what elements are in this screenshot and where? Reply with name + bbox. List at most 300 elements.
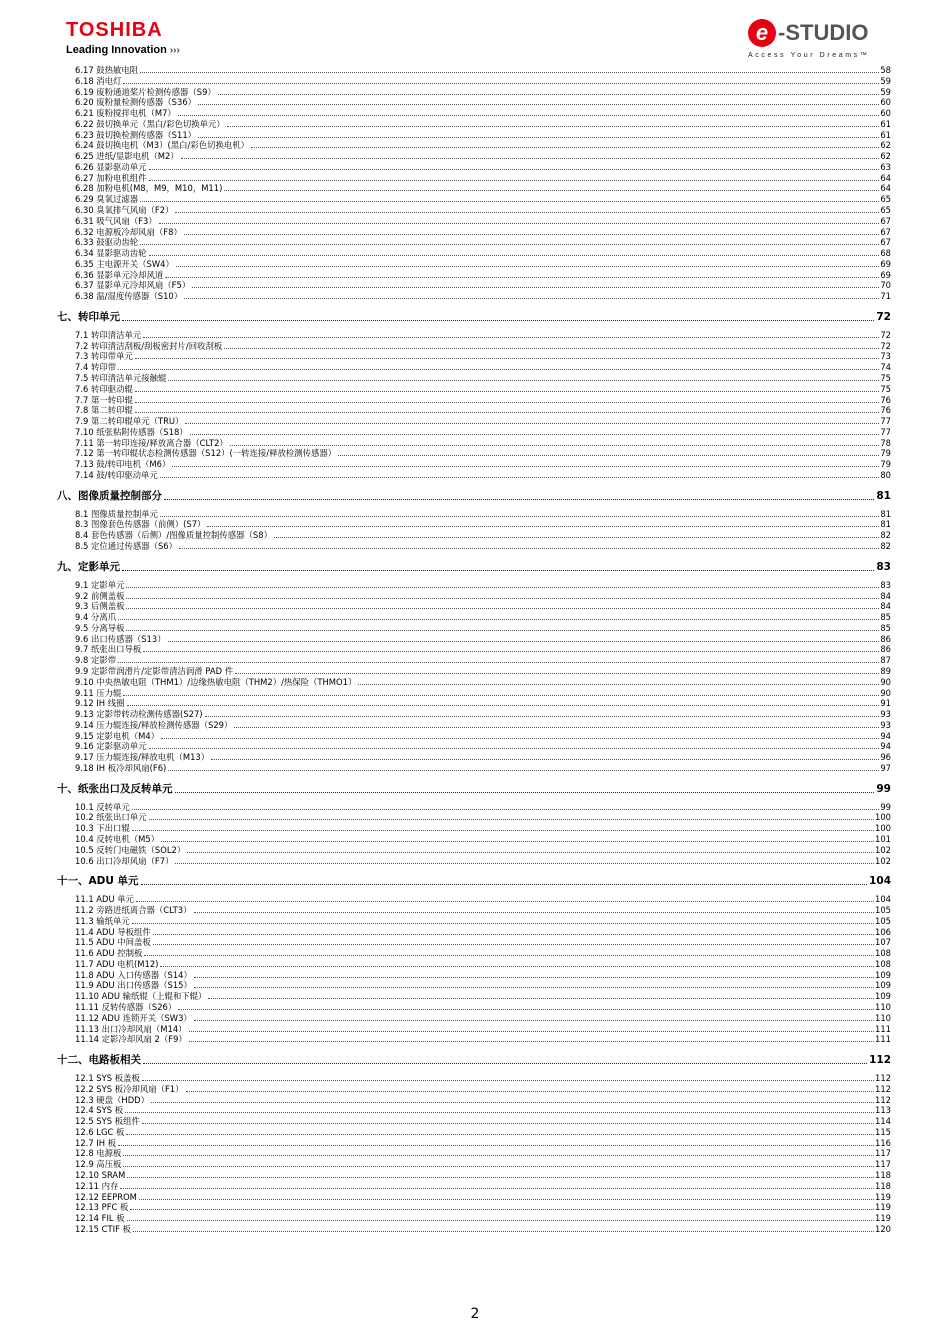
toc-entry-page: 118	[875, 1169, 891, 1180]
toc-entry[interactable]	[75, 1137, 891, 1148]
toc-entry[interactable]	[75, 437, 891, 448]
leader-dots	[184, 233, 879, 235]
toc-entry-page: 67	[880, 215, 891, 226]
toc-entry-page: 85	[880, 612, 891, 623]
toc-entry[interactable]	[75, 697, 891, 708]
toc-entry-title: 11.7 ADU 电机(M12)	[75, 958, 159, 969]
leader-dots	[149, 747, 880, 749]
leader-dots	[151, 1101, 874, 1103]
toc-entry[interactable]	[75, 1033, 891, 1044]
leader-dots	[122, 569, 874, 571]
toc-entry-title: 9.6 出口传感器（S13）	[75, 633, 166, 644]
toc-entry-page: 108	[875, 948, 891, 959]
toc-entry[interactable]	[75, 893, 891, 904]
toc-entry-page: 117	[875, 1148, 891, 1159]
leader-dots	[141, 883, 868, 885]
toc-entry[interactable]	[75, 611, 891, 622]
toc-entry-title: 10.6 出口冷却风扇（F7）	[75, 855, 174, 866]
toc-entry[interactable]	[75, 1169, 891, 1180]
leader-dots	[126, 629, 879, 631]
toc-chapter-page: 104	[869, 875, 891, 888]
toc-entry[interactable]	[75, 129, 891, 140]
toc-entry[interactable]	[75, 990, 891, 1001]
leader-dots	[126, 586, 879, 588]
toc-entry-page: 62	[880, 151, 891, 162]
leader-dots	[132, 922, 874, 924]
toc-entry-title: 6.34 显影驱动齿轮	[75, 248, 147, 259]
toc-entry[interactable]	[75, 958, 891, 969]
leader-dots	[132, 808, 880, 810]
toc-entry-page: 119	[875, 1213, 891, 1224]
toc-entry[interactable]	[75, 1094, 891, 1105]
leader-dots	[144, 954, 874, 956]
leader-dots	[194, 911, 875, 913]
leader-dots	[179, 547, 879, 549]
toc-entry[interactable]	[75, 633, 891, 644]
toc-chapter-title: 十、纸张出口及反转单元	[57, 782, 173, 795]
toc-entry-page: 81	[880, 508, 891, 519]
leader-dots	[185, 422, 879, 424]
toc-entry-page: 60	[880, 108, 891, 119]
toc-entry[interactable]	[75, 844, 891, 855]
toc-entry-title: 7.5 转印清洁单元接触辊	[75, 373, 167, 384]
leader-dots	[184, 297, 879, 299]
toc-entry[interactable]	[75, 1147, 891, 1158]
toc-entry[interactable]	[75, 383, 891, 394]
toc-entry-page: 68	[880, 248, 891, 259]
toc-entry[interactable]	[75, 1001, 891, 1012]
toc-entry[interactable]	[75, 1104, 891, 1115]
leader-dots	[189, 1040, 874, 1042]
toc-entry-page: 82	[880, 541, 891, 552]
toc-entry-page: 60	[880, 97, 891, 108]
toc-entry-page: 64	[880, 183, 891, 194]
toc-entry[interactable]	[75, 600, 891, 611]
toc-entry-page: 104	[875, 894, 891, 905]
toc-entry-title: 9.4 分离爪	[75, 612, 117, 623]
toc-entry[interactable]	[75, 204, 891, 215]
toc-entry[interactable]	[75, 926, 891, 937]
toc-entry-page: 67	[880, 237, 891, 248]
leader-dots	[130, 1208, 874, 1210]
toc-entry[interactable]	[75, 340, 891, 351]
toc-entry[interactable]	[75, 329, 891, 340]
toc-entry[interactable]	[75, 86, 891, 97]
estudio-logo-text: -STUDIO	[778, 20, 869, 45]
toc-entry-title: 11.3 输纸单元	[75, 915, 130, 926]
leader-dots	[126, 597, 879, 599]
toc-entry[interactable]	[75, 215, 891, 226]
chevrons-icon: ›››	[169, 45, 180, 56]
leader-dots	[149, 818, 874, 820]
leader-dots	[140, 243, 879, 245]
toc-entry-title: 6.17 鼓热敏电阻	[75, 65, 139, 75]
toc-entry-page: 116	[875, 1137, 891, 1148]
toc-entry-title: 7.12 第一转印辊状态检测传感器（S12）(一转连接/释放检测传感器）	[75, 448, 337, 459]
toc-chapter[interactable]	[57, 1053, 891, 1067]
toc-entry-page: 75	[880, 373, 891, 384]
toc-entry-title: 7.10 纸张粘附传感器（S18）	[75, 426, 188, 437]
toc-chapter[interactable]	[57, 874, 891, 888]
toc-entry[interactable]	[75, 822, 891, 833]
toc-chapter[interactable]	[57, 310, 891, 324]
toc-entry[interactable]	[75, 372, 891, 383]
toc-entry-title: 8.5 定位通过传感器（S6）	[75, 541, 178, 552]
toc-entry-title: 7.4 转印带	[75, 362, 117, 373]
toc-entry-page: 99	[880, 801, 891, 812]
toc-entry[interactable]	[75, 361, 891, 372]
toc-entry[interactable]	[75, 182, 891, 193]
toc-entry-page: 102	[875, 844, 891, 855]
toc-entry[interactable]	[75, 161, 891, 172]
toc-entry-page: 85	[880, 622, 891, 633]
leader-dots	[123, 694, 879, 696]
toc-entry-page: 82	[880, 530, 891, 541]
leader-dots	[161, 737, 879, 739]
leader-dots	[227, 125, 880, 127]
toc-entry-title: 12.4 SYS 板	[75, 1105, 124, 1116]
leader-dots	[178, 114, 879, 116]
toc-entry-page: 79	[880, 448, 891, 459]
toc-entry-title: 6.32 电源板冷却风扇（F8）	[75, 226, 182, 237]
toc-entry[interactable]	[75, 904, 891, 915]
toc-entry[interactable]	[75, 150, 891, 161]
toc-entry[interactable]	[75, 1115, 891, 1126]
toc-entry-title: 9.8 定影带	[75, 655, 117, 666]
toc-entry[interactable]	[75, 762, 891, 773]
toc-entry-title: 12.8 电源板	[75, 1148, 122, 1159]
toc-entry-page: 86	[880, 644, 891, 655]
toc-entry[interactable]	[75, 279, 891, 290]
toc-entry-title: 11.12 ADU 连锁开关（SW3）	[75, 1012, 192, 1023]
leader-dots	[149, 168, 880, 170]
toc-entry-title: 6.33 鼓驱动齿轮	[75, 237, 139, 248]
toc-entry-page: 61	[880, 129, 891, 140]
toc-entry[interactable]	[75, 969, 891, 980]
toc-entry-title: 6.37 显影单元冷却风扇（F5）	[75, 280, 191, 291]
toc-entry-title: 7.11 第一转印连接/释放离合器（CLT2）	[75, 437, 228, 448]
toc-entry-page: 96	[880, 752, 891, 763]
leader-dots	[207, 525, 879, 527]
toc-entry-title: 10.2 纸张出口单元	[75, 812, 147, 823]
toc-entry[interactable]	[75, 96, 891, 107]
toc-entry[interactable]	[75, 458, 891, 469]
toc-chapter-title: 七、转印单元	[57, 310, 120, 323]
toc-entry-page: 111	[875, 1023, 891, 1034]
toc-entry-page: 74	[880, 362, 891, 373]
leader-dots	[118, 661, 879, 663]
toc-entry-page: 79	[880, 459, 891, 470]
toc-entry[interactable]	[75, 1212, 891, 1223]
toc-entry[interactable]	[75, 508, 891, 519]
estudio-e-badge: e	[748, 19, 776, 47]
toc-chapter-page: 72	[876, 310, 891, 323]
toc-entry-page: 81	[880, 519, 891, 530]
leader-dots	[189, 1030, 874, 1032]
toc-entry-title: 9.15 定影电机（M4）	[75, 730, 160, 741]
leader-dots	[118, 368, 879, 370]
toc-entry-page: 73	[880, 351, 891, 362]
leader-dots	[118, 1144, 874, 1146]
toc-entry-title: 11.2 旁路进纸离合器（CLT3）	[75, 905, 192, 916]
leader-dots	[175, 211, 879, 213]
toc-entry-title: 6.30 臭氧排气风扇（F2）	[75, 205, 174, 215]
toc-entry-title: 10.4 反转电机（M5）	[75, 833, 160, 844]
toc-entry-title: 9.5 分离导板	[75, 622, 125, 633]
toc-entry-page: 100	[875, 812, 891, 823]
toc-entry[interactable]	[75, 350, 891, 361]
leader-dots	[133, 1230, 874, 1232]
toc-entry-title: 9.16 定影驱动单元	[75, 741, 147, 752]
leader-dots	[235, 672, 879, 674]
toc-entry[interactable]	[75, 236, 891, 247]
leader-dots	[211, 758, 879, 760]
leader-dots	[126, 607, 879, 609]
toc-entry[interactable]	[75, 1180, 891, 1191]
toc-entry-title: 8.4 套色传感器（后侧）/图像质量控制传感器（S8）	[75, 530, 272, 541]
toc-entry-page: 84	[880, 601, 891, 612]
toc-entry-page: 65	[880, 205, 891, 215]
toc-entry[interactable]	[75, 751, 891, 762]
toc-entry-page: 89	[880, 665, 891, 676]
leader-dots	[140, 71, 879, 73]
toc-entry-page: 102	[875, 855, 891, 866]
toc-entry[interactable]	[75, 75, 891, 86]
toc-entry-title: 7.13 鼓/转印电机（M6）	[75, 459, 171, 470]
leader-dots	[164, 498, 874, 500]
toc-chapter-page: 81	[876, 489, 891, 502]
toc-entry-title: 7.14 鼓/转印驱动单元	[75, 469, 158, 480]
toc-entry-title: 6.22 鼓切换单元（黑白/彩色切换单元）	[75, 118, 225, 129]
leader-dots	[165, 276, 879, 278]
toc-entry-page: 115	[875, 1126, 891, 1137]
toc-entry-title: 6.18 消电灯	[75, 75, 122, 86]
toc-entry[interactable]	[75, 833, 891, 844]
toc-entry-title: 11.5 ADU 中间盖板	[75, 937, 151, 948]
toc-entry[interactable]	[75, 404, 891, 415]
toc-entry-title: 8.3 图像套色传感器（前侧）(S7）	[75, 519, 206, 530]
leader-dots	[178, 1008, 874, 1010]
toc-entry[interactable]	[75, 1201, 891, 1212]
toc-entry-page: 70	[880, 280, 891, 291]
toc-entry[interactable]	[75, 643, 891, 654]
toc-entry[interactable]	[75, 1012, 891, 1023]
toc-entry[interactable]	[75, 1083, 891, 1094]
toc-entry[interactable]	[75, 118, 891, 129]
toc-entry-title: 6.31 吸气风扇（F3）	[75, 215, 157, 226]
toc-entry[interactable]	[75, 469, 891, 480]
leader-dots	[192, 286, 879, 288]
toc-entry-title: 9.1 定影单元	[75, 579, 125, 590]
toc-entry[interactable]	[75, 719, 891, 730]
toc-entry-page: 84	[880, 590, 891, 601]
toc-entry[interactable]	[75, 730, 891, 741]
toc-entry-title: 11.14 定影冷却风扇 2（F9）	[75, 1034, 187, 1045]
toc-entry[interactable]	[75, 654, 891, 665]
toc-entry-page: 65	[880, 194, 891, 205]
toc-entry[interactable]	[75, 1023, 891, 1034]
leader-dots	[205, 715, 880, 717]
toc-entry[interactable]	[75, 708, 891, 719]
leader-dots	[358, 683, 879, 685]
leader-dots	[194, 986, 874, 988]
estudio-logo	[748, 18, 888, 64]
toc-entry-page: 80	[880, 469, 891, 480]
leader-dots	[161, 840, 874, 842]
toc-entry[interactable]	[75, 687, 891, 698]
toc-entry[interactable]	[75, 258, 891, 269]
toc-entry-title: 12.9 高压板	[75, 1159, 122, 1170]
toc-entry-title: 11.6 ADU 控制板	[75, 948, 143, 959]
toc-entry[interactable]	[75, 855, 891, 866]
toc-entry-title: 6.29 臭氧过滤器	[75, 194, 139, 205]
toc-entry-page: 112	[875, 1073, 891, 1084]
toc-entry[interactable]	[75, 579, 891, 590]
leader-dots	[175, 791, 875, 793]
toc-entry-page: 72	[880, 340, 891, 351]
leader-dots	[160, 965, 874, 967]
toc-entry-title: 6.35 主电源开关（SW4）	[75, 258, 174, 269]
leader-dots	[251, 146, 879, 148]
toc-entry[interactable]	[75, 447, 891, 458]
toc-entry-page: 76	[880, 394, 891, 405]
toc-entry[interactable]	[75, 1126, 891, 1137]
toc-entry-page: 110	[875, 1012, 891, 1023]
toc-entry-title: 9.2 前侧盖板	[75, 590, 125, 601]
leader-dots	[135, 390, 879, 392]
toc-entry-title: 12.2 SYS 板冷却风扇（F1）	[75, 1083, 184, 1094]
toc-entry-title: 6.23 鼓切换检测传感器（S11）	[75, 129, 197, 140]
toc-entry-title: 12.10 SRAM	[75, 1169, 126, 1180]
toc-entry-page: 106	[875, 926, 891, 937]
toc-entry-page: 109	[875, 980, 891, 991]
toc-entry-page: 119	[875, 1191, 891, 1202]
toc-entry[interactable]	[75, 1072, 891, 1083]
toc-entry-title: 12.7 IH 板	[75, 1137, 117, 1148]
toc-entry-title: 6.26 显影驱动单元	[75, 161, 147, 172]
toc-entry[interactable]	[75, 107, 891, 118]
toc-entry-page: 76	[880, 405, 891, 416]
toc-entry[interactable]	[75, 426, 891, 437]
leader-dots	[118, 618, 879, 620]
toc-entry[interactable]	[75, 915, 891, 926]
toc-entry-page: 120	[875, 1223, 891, 1234]
toc-entry-page: 83	[880, 579, 891, 590]
toc-entry[interactable]	[75, 1191, 891, 1202]
leader-dots	[123, 1165, 874, 1167]
toc-entry-page: 105	[875, 905, 891, 916]
toc-entry[interactable]	[75, 394, 891, 405]
toc-entry-title: 6.36 显影单元冷却风道	[75, 269, 164, 280]
toc-chapter[interactable]	[57, 782, 891, 796]
leader-dots	[338, 454, 879, 456]
toc-entry-page: 118	[875, 1180, 891, 1191]
toc-entry-page: 86	[880, 633, 891, 644]
leader-dots	[153, 933, 874, 935]
leader-dots	[149, 254, 880, 256]
leader-dots	[122, 319, 874, 321]
toc-chapter-page: 112	[869, 1054, 891, 1067]
toc-entry[interactable]	[75, 590, 891, 601]
toc-entry[interactable]	[75, 811, 891, 822]
toc-entry-page: 58	[880, 65, 891, 75]
toc-chapter[interactable]	[57, 560, 891, 574]
leader-dots	[230, 444, 880, 446]
toc-entry[interactable]	[75, 665, 891, 676]
toc-entry-title: 11.4 ADU 导板组件	[75, 926, 151, 937]
toc-entry-page: 114	[875, 1116, 891, 1127]
toc-entry-title: 11.8 ADU 入口传感器（S14）	[75, 969, 192, 980]
leader-dots	[198, 103, 879, 105]
leader-dots	[127, 1219, 874, 1221]
toc-entry[interactable]	[75, 947, 891, 958]
leader-dots	[135, 411, 879, 413]
toc-chapter-title: 十二、电路板相关	[57, 1054, 141, 1067]
toc-entry-title: 9.3 后侧盖板	[75, 601, 125, 612]
toc-entry-page: 78	[880, 437, 891, 448]
toc-entry[interactable]	[75, 193, 891, 204]
estudio-slogan: Access Your Dreams™	[748, 52, 870, 59]
toc-entry[interactable]	[75, 290, 891, 301]
toc-entry-page: 112	[875, 1094, 891, 1105]
toc-entry[interactable]	[75, 676, 891, 687]
toc-entry[interactable]	[75, 936, 891, 947]
toc-chapter[interactable]	[57, 489, 891, 503]
toc-entry[interactable]	[75, 1223, 891, 1234]
toc-entry[interactable]	[75, 529, 891, 540]
leader-dots	[194, 976, 874, 978]
toc-entry-page: 90	[880, 687, 891, 698]
leader-dots	[181, 157, 880, 159]
tagline-text: Leading Innovation	[66, 44, 167, 56]
toc-entry[interactable]	[75, 415, 891, 426]
toc-entry[interactable]	[75, 979, 891, 990]
toc-entry[interactable]	[75, 226, 891, 237]
toc-entry-title: 7.8 第二转印辊	[75, 405, 133, 416]
toc-entry-page: 87	[880, 655, 891, 666]
leader-dots	[123, 1154, 874, 1156]
leader-dots	[190, 433, 880, 435]
toc-entry[interactable]	[75, 64, 891, 75]
leader-dots	[234, 726, 879, 728]
toc-entry-page: 77	[880, 416, 891, 427]
toc-entry-page: 63	[880, 161, 891, 172]
toc-entry[interactable]	[75, 801, 891, 812]
leader-dots	[132, 829, 874, 831]
toc-chapter-title: 九、定影单元	[57, 560, 120, 573]
toc-entry-title: 9.14 压力辊连接/释放检测传感器（S29）	[75, 719, 233, 730]
leader-dots	[194, 1019, 874, 1021]
leader-dots	[120, 1187, 874, 1189]
leader-dots	[139, 1198, 874, 1200]
toc-chapter-title: 八、图像质量控制部分	[57, 489, 162, 502]
toc-entry[interactable]	[75, 1158, 891, 1169]
toc-entry[interactable]	[75, 247, 891, 258]
leader-dots	[175, 862, 874, 864]
leader-dots	[168, 640, 880, 642]
toc-entry[interactable]	[75, 269, 891, 280]
leader-dots	[218, 93, 879, 95]
toc-entry-page: 62	[880, 140, 891, 151]
toc-entry-page: 59	[880, 75, 891, 86]
toc-entry[interactable]	[75, 740, 891, 751]
toc-entry[interactable]	[75, 172, 891, 183]
toc-entry[interactable]	[75, 139, 891, 150]
toc-entry[interactable]	[75, 622, 891, 633]
toc-entry[interactable]	[75, 518, 891, 529]
leader-dots	[123, 82, 879, 84]
toc-entry[interactable]	[75, 540, 891, 551]
